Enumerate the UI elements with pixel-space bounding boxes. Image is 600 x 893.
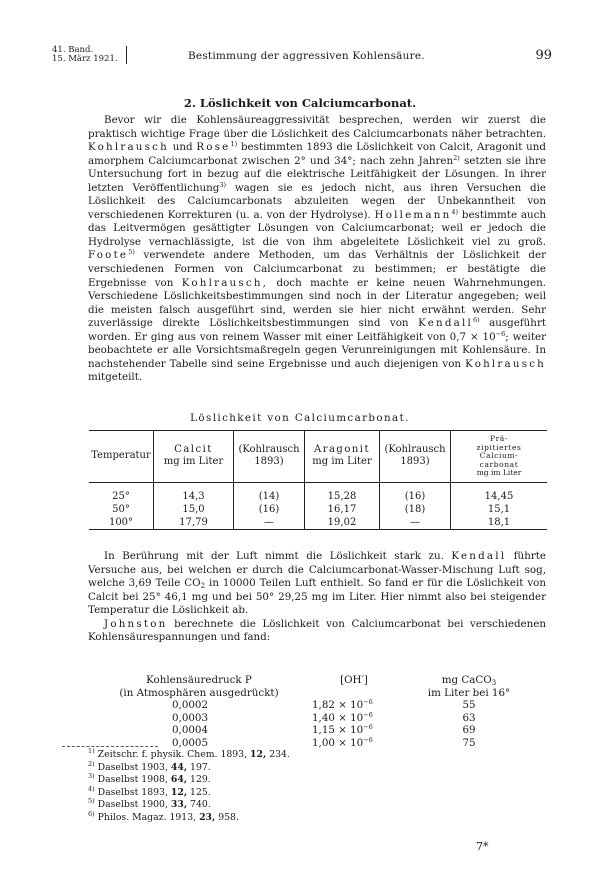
volume-info [52, 46, 127, 64]
footnote: $^{1)}$ Zeitschr. f. physik. Chem. 1893, 12, 234. [88, 747, 290, 760]
table-row: 25° 14,3 (14) 15,28 (16) 14,45 [89, 482, 547, 503]
col-header-kohlrausch-calcit: (Kohlrausch 1893) [234, 431, 305, 483]
footnote: $^{3)}$ Daselbst 1908, 64, 129. [88, 772, 211, 786]
footnotes [88, 749, 290, 825]
table-row: 0,0004 $1,15 \times 10^{-6}$ 69 [172, 723, 476, 736]
signature-mark: 7* [476, 840, 489, 853]
footnote-ref: 6) [472, 316, 480, 325]
table-row: 0,0005 $1,00 \times 10^{-6}$ 75 [172, 735, 476, 749]
body-paragraph-2: In Berührung mit der Luft nimmt die Löslichkeit stark zu. Kendall führte Versuche aus, bei welchen er durch die Calciumcarbonat-Wasser-Mischung Luft sog, welche 3,69 Teile $CO_2$ in 10000 Teilen Luft enthielt. So fand er für die Löslichkeit von Calcit bei 25° 46,1 mg und bei 50° 29,25 mg im Liter. Hier nimmt also bei steigender Temperatur die Löslichkeit ab. Johnston berechnete die Löslichkeit von Calciumcarbonat bei verschiedenen Kohlensäurespannungen und fand: [88, 550, 547, 644]
col-header-mg-caco3: mg CaCO$_3$ im Liter bei 16° [427, 674, 511, 699]
col-header-temperature: Temperatur [89, 431, 154, 483]
page-number: 99 [535, 48, 552, 63]
author-name: Kendall [418, 317, 473, 330]
footnote-ref: 1) [230, 140, 238, 149]
author-name: Rose [196, 141, 231, 154]
table-header-row [89, 431, 547, 483]
footnote: $^{6)}$ Philos. Magaz. 1913, 23, 958. [88, 809, 239, 823]
table-row: 50° 15,0 (16) 16,17 (18) 15,1 [89, 503, 547, 516]
col-header-precipitated: Prä- zipitiertes Calcium- carbonat mg im Liter [451, 431, 548, 483]
solubility-table [89, 430, 547, 530]
col-header-kohlrausch-aragonit: (Kohlrausch 1893) [380, 431, 451, 483]
col-header-aragonit: Aragonit mg im Liter [305, 431, 380, 483]
footnote: $^{4)}$ Daselbst 1893, 12, 125. [88, 784, 211, 798]
johnston-table [104, 674, 524, 749]
author-name: Kohlrausch, [181, 276, 269, 289]
table-row: 0,0003 $1,40 \times 10^{-6}$ 63 [172, 710, 476, 724]
section-title: 2. Löslichkeit von Calciumcarbonat. [183, 96, 417, 110]
footnote: $^{2)}$ Daselbst 1903, 44, 197. [88, 759, 211, 773]
table-row: 100° 17,79 — 19,02 — 18,1 [89, 516, 547, 530]
table-caption: Löslichkeit von Calciumcarbonat. [190, 412, 410, 424]
author-name: Foote [88, 249, 129, 262]
volume-number: 41. Band. [52, 45, 94, 55]
running-title: Bestimmung der aggressiven Kohlensäure. [188, 50, 425, 62]
author-name: Kendall [451, 550, 507, 562]
running-header [52, 46, 552, 72]
author-name: Kohlrausch [465, 357, 546, 370]
body-paragraph-1: Bevor wir die Kohlensäureaggressivität besprechen, werden wir zuerst die praktisch wichtige Frage über die Löslichkeit des Calciumcarbonats näher betrachten. Kohlrausch und Rose$^{1)}$ bestimmten 1893 die Löslichkeit von Calcit, Aragonit und amorphem Calciumcarbonat zwischen 2° und 34°; nach zehn Jahren$^{2)}$ setzten sie ihre Untersuchung fort in bezug auf die elektrische Leitfähigkeit der Lösungen. In ihrer letzten Veröffentlichung$^{3)}$ wagen sie es jedoch nicht, aus ihren Versuchen die Löslichkeit des Calciumcarbonats abzuleiten wegen der Unbekanntheit von verschiedenen Korrekturen (u. a. von der Hydrolyse). Hollemann$^{4)}$ bestimmte auch das Leitvermögen gesättigter Lösungen von Calciumcarbonat; weil er jedoch die Hydrolyse vernachlässigte, ist die von ihm abgeleitete Löslichkeit viel zu groß. Foote$^{5)}$ verwendete andere Methoden, um das Verhältnis der Löslichkeit der verschiedenen Formen von Calciumcarbonat zu bestimmen; er bestätigte die Ergebnisse von Kohlrausch, doch machte er keine neuen Wahrnehmungen. Verschiedene Löslichkeitsbestimmungen sind noch in der Literatur angegeben; weil die meisten falsch ausgeführt sind, werden sie hier nicht erwähnt werden. Sehr zuverlässige direkte Löslichkeitsbestimmungen sind von Kendall$^{6)}$ ausgeführt worden. Er ging aus von reinem Wasser mit einer Leitfähigkeit von $0,7 \times 10^{-6}$; weiter beobachtete er alle Vorsichtsmaßregeln gegen Verunreinigungen mit Kohlensäure. In nachstehender Tabelle sind seine Ergebnisse und auch diejenigen von Kohlrausch mitgeteilt. [88, 114, 547, 384]
footnote-ref: 4) [451, 207, 459, 216]
issue-date: 15. März 1921. [52, 54, 118, 64]
footnote-ref: 2) [453, 153, 460, 162]
author-name: Hollemann [374, 208, 452, 221]
col-header-oh: [OH′] [340, 674, 368, 686]
footnote-ref: 5) [128, 248, 135, 257]
footnote-separator [62, 746, 158, 747]
col-header-pressure: Kohlensäuredruck P (in Atmosphären ausgedrückt) [119, 674, 279, 699]
footnote: $^{5)}$ Daselbst 1900, 33, 740. [88, 797, 211, 811]
table-row: 0,0002 $1,82 \times 10^{-6}$ 55 [172, 698, 476, 711]
author-name: Johnston [104, 617, 168, 630]
table-header-row [104, 674, 524, 699]
footnote-ref: 3) [219, 180, 227, 189]
author-name: Kohlrausch [88, 141, 169, 154]
col-header-calcit: Calcit mg im Liter [154, 431, 234, 483]
